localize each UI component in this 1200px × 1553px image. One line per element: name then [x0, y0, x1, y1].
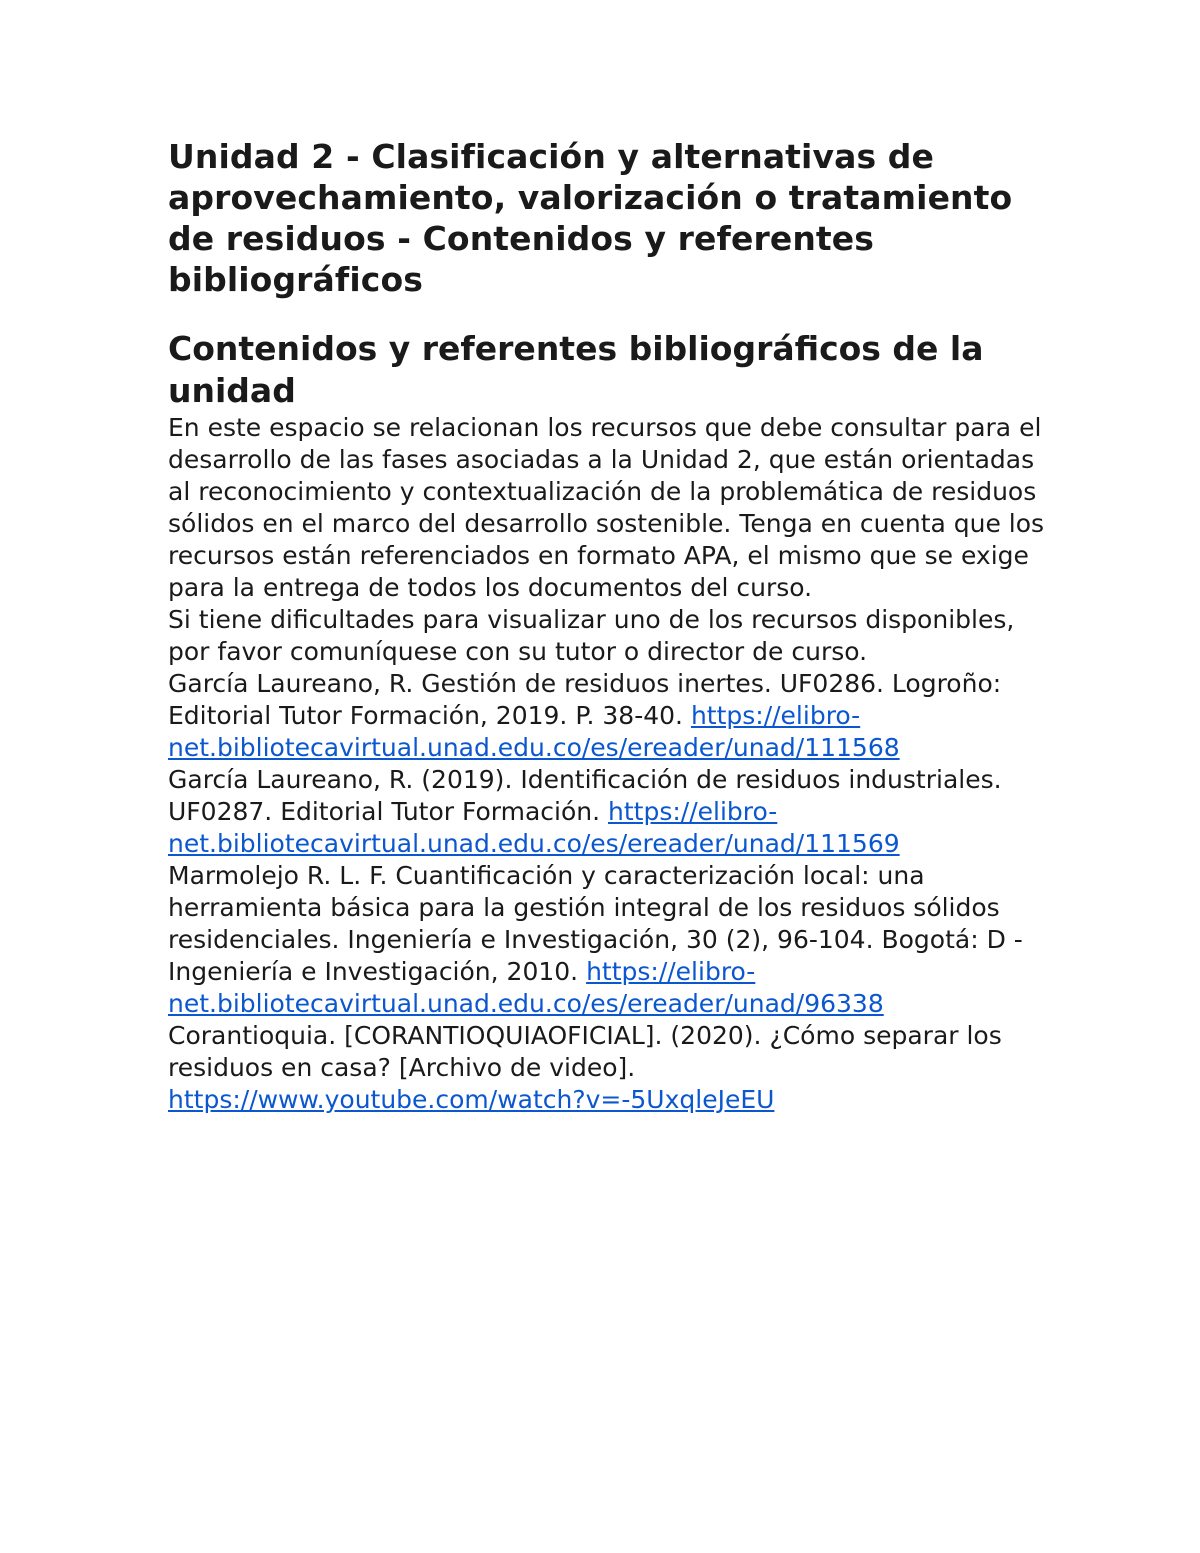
page-title: Unidad 2 - Clasificación y alternativas de aprovechamiento, valorización o tratamiento de residuos - Contenidos y referentes bibliográficos: [168, 137, 1013, 299]
section-heading: Contenidos y referentes bibliográficos de la unidad: [168, 329, 984, 410]
reference-link[interactable]: https://elibro-net.bibliotecavirtual.unad.edu.co/es/ereader/unad/96338: [168, 957, 884, 1018]
reference-link[interactable]: https://www.youtube.com/watch?v=-5UxqleJeEU: [168, 1085, 775, 1114]
reference-text: García Laureano, R. (2019). Identificación de residuos industriales. UF0287. Editorial Tutor Formación.: [168, 765, 1002, 826]
reference-item: [168, 764, 1048, 860]
document-content: [168, 136, 1048, 1116]
reference-text: Marmolejo R. L. F. Cuantificación y caracterización local: una herramienta básica para la gestión integral de los residuos sólidos residenciales. Ingeniería e Investigación, 30 (2), 96-104. Bogotá: D - Ingeniería e Investigación, 2010.: [168, 861, 1023, 986]
reference-text: García Laureano, R. Gestión de residuos inertes. UF0286. Logroño: Editorial Tutor Formación, 2019. P. 38-40.: [168, 669, 1002, 730]
help-paragraph: Si tiene dificultades para visualizar uno de los recursos disponibles, por favor comuníquese con su tutor o director de curso.: [168, 605, 1015, 666]
reference-text: Corantioquia. [CORANTIOQUIAOFICIAL]. (2020). ¿Cómo separar los residuos en casa? [Archivo de video].: [168, 1021, 1002, 1082]
reference-link[interactable]: https://elibro-net.bibliotecavirtual.unad.edu.co/es/ereader/unad/111568: [168, 701, 900, 762]
reference-link[interactable]: https://elibro-net.bibliotecavirtual.unad.edu.co/es/ereader/unad/111569: [168, 797, 900, 858]
reference-item: [168, 1020, 1048, 1116]
intro-paragraph: En este espacio se relacionan los recursos que debe consultar para el desarrollo de las fases asociadas a la Unidad 2, que están orientadas al reconocimiento y contextualización de la problemática de residuos sólidos en el marco del desarrollo sostenible. Tenga en cuenta que los recursos están referenciados en formato APA, el mismo que se exige para la entrega de todos los documentos del curso.: [168, 413, 1045, 602]
reference-item: [168, 860, 1048, 1020]
reference-item: [168, 668, 1048, 764]
